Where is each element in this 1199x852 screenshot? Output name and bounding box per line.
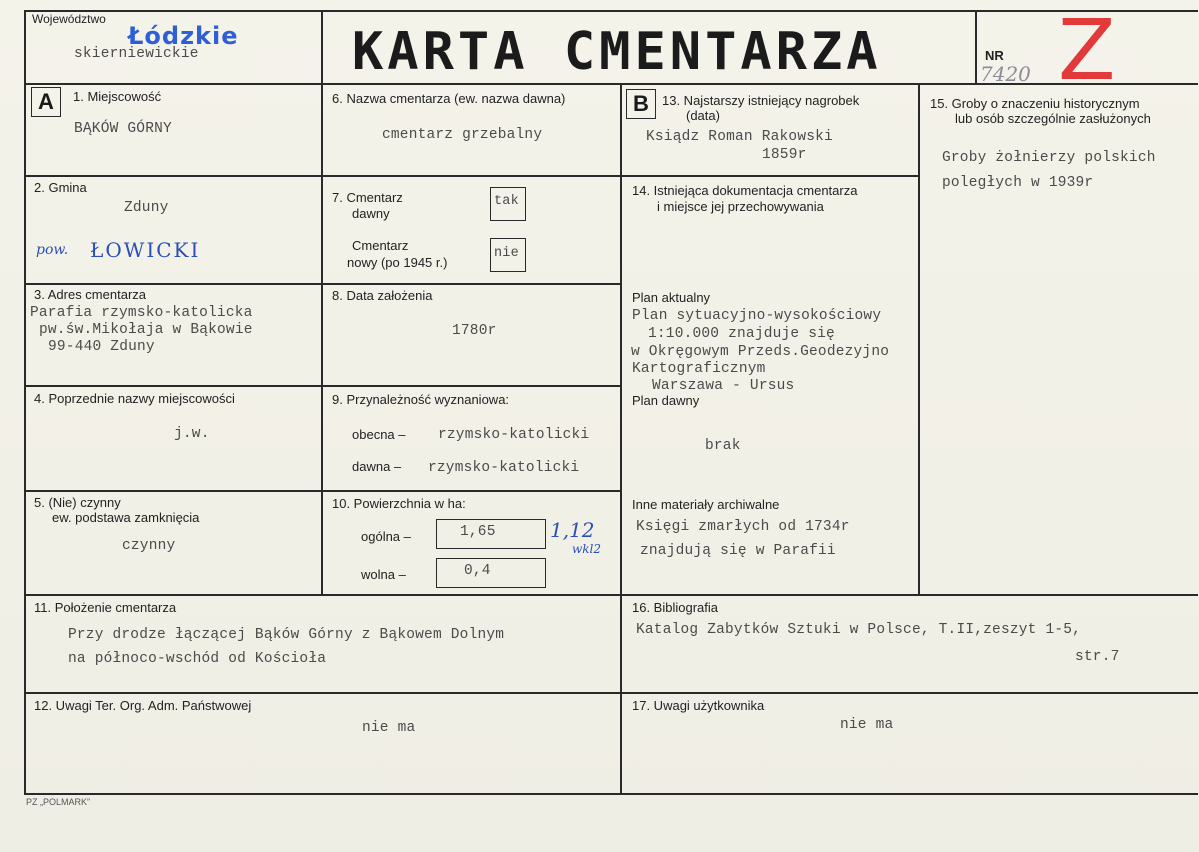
f14-plan-dawny-label: Plan dawny — [632, 393, 700, 408]
printer-imprint: PZ „POLMARK” — [26, 797, 91, 807]
f9-dawna-label: dawna – — [352, 459, 402, 474]
f14-inne-line1: Księgi zmarłych od 1734r — [636, 519, 850, 535]
f14-plan-line-3: w Okręgowym Przeds.Geodezyjno — [631, 344, 890, 360]
f15-line1: Groby żołnierzy polskich — [942, 150, 1156, 166]
f7-label-a2: dawny — [352, 206, 390, 221]
row-line-5 — [24, 594, 1198, 596]
f14-plan-line-1: Plan sytuacyjno-wysokościowy — [632, 308, 882, 324]
f3-line3: 99-440 Zduny — [48, 339, 155, 355]
f16-line2: str.7 — [1075, 649, 1120, 665]
category-mark: Z — [1058, 1, 1116, 99]
nr-value: 7420 — [980, 62, 1031, 86]
section-a-letter: A — [31, 87, 61, 117]
row-line-4 — [24, 490, 620, 492]
f10-label: 10. Powierzchnia w ha: — [332, 496, 466, 511]
f8-label: 8. Data założenia — [332, 288, 433, 303]
border-left — [24, 10, 26, 794]
row-line-1b — [620, 175, 918, 177]
f7-label-b2: nowy (po 1945 r.) — [347, 255, 448, 270]
f2-label: 2. Gmina — [34, 180, 87, 195]
row-line-6 — [24, 692, 1198, 694]
f15-label-1: 15. Groby o znaczeniu historycznym — [930, 96, 1140, 111]
f9-label: 9. Przynależność wyznaniowa: — [332, 392, 510, 407]
f10-ogolna-handwritten: 1,12 — [550, 518, 595, 542]
f14-plan-line-5: Warszawa - Ursus — [652, 378, 795, 394]
border-top — [24, 10, 1198, 12]
border-bottom — [24, 793, 1198, 795]
f1-value: BĄKÓW GÓRNY — [74, 121, 172, 137]
f13-line1: Ksiądz Roman Rakowski — [646, 129, 833, 145]
header-divider-1 — [321, 10, 323, 84]
f10-wolna-value: 0,4 — [464, 563, 491, 579]
f9-dawna-value: rzymsko-katolicki — [428, 460, 580, 476]
f14-plan-line-4: Kartograficznym — [632, 361, 766, 377]
f6-label: 6. Nazwa cmentarza (ew. nazwa dawna) — [332, 91, 566, 106]
f1-label: 1. Miejscowość — [73, 89, 162, 104]
f12-label: 12. Uwagi Ter. Org. Adm. Państwowej — [34, 698, 252, 713]
f14-plan-line-2: 1:10.000 znajduje się — [648, 326, 835, 342]
f2-value: Zduny — [124, 200, 169, 216]
f7-label-a1: 7. Cmentarz — [332, 190, 403, 205]
f12-value: nie ma — [362, 720, 416, 736]
f7-label-b1: Cmentarz — [352, 238, 409, 253]
nr-label: NR — [985, 48, 1004, 63]
f5-value: czynny — [122, 538, 176, 554]
section-b-letter: B — [626, 89, 656, 119]
f2-handwritten-value: ŁOWICKI — [90, 238, 201, 262]
f9-obecna-label: obecna – — [352, 427, 406, 442]
col-divider-1 — [321, 83, 323, 595]
f3-line1: Parafia rzymsko-katolicka — [30, 305, 253, 321]
f14-plan-aktualny-label: Plan aktualny — [632, 290, 711, 305]
f7-value-b: nie — [494, 246, 519, 261]
f2-handwritten-prefix: pow. — [36, 242, 69, 258]
f10-ogolna-handwritten-note: wkl2 — [572, 542, 602, 556]
f9-obecna-value: rzymsko-katolicki — [438, 427, 590, 443]
row-line-2 — [24, 283, 620, 285]
f17-value: nie ma — [840, 717, 894, 733]
f10-ogolna-value: 1,65 — [460, 524, 496, 540]
row-line-1 — [24, 175, 620, 177]
header-divider-2 — [975, 10, 977, 84]
f8-value: 1780r — [452, 323, 497, 339]
page-title: KARTA CMENTARZA — [352, 22, 882, 82]
f15-label-2: lub osób szczególnie zasłużonych — [955, 111, 1151, 126]
f13-line2: 1859r — [762, 147, 807, 163]
f14-inne-label: Inne materiały archiwalne — [632, 497, 780, 512]
col-divider-2 — [620, 83, 622, 793]
f11-label: 11. Położenie cmentarza — [34, 600, 177, 615]
f11-line2: na północo-wschód od Kościoła — [68, 651, 327, 667]
f7-value-a: tak — [494, 194, 519, 209]
wojewodztwo-typed: skierniewickie — [74, 46, 199, 62]
wojewodztwo-label: Województwo — [32, 12, 106, 26]
f14-plan-dawny-value: brak — [705, 438, 741, 454]
f6-value: cmentarz grzebalny — [382, 127, 543, 143]
f4-label: 4. Poprzednie nazwy miejscowości — [34, 391, 235, 406]
f14-label-2: i miejsce jej przechowywania — [657, 199, 824, 214]
f13-label-2: (data) — [686, 108, 720, 123]
f10-ogolna-label: ogólna – — [361, 529, 411, 544]
f5-label-2: ew. podstawa zamknięcia — [52, 510, 200, 525]
f17-label: 17. Uwagi użytkownika — [632, 698, 765, 713]
f15-line2: poległych w 1939r — [942, 175, 1094, 191]
row-line-3 — [24, 385, 620, 387]
f4-value: j.w. — [174, 426, 210, 442]
f3-label: 3. Adres cmentarza — [34, 287, 146, 302]
wojewodztwo-stamp: Łódzkie — [128, 22, 239, 50]
f13-label-1: 13. Najstarszy istniejący nagrobek — [662, 93, 860, 108]
f16-line1: Katalog Zabytków Sztuki w Polsce, T.II,zeszyt 1-5, — [636, 622, 1082, 638]
f16-label: 16. Bibliografia — [632, 600, 718, 615]
f5-label-1: 5. (Nie) czynny — [34, 495, 121, 510]
col-divider-3 — [918, 83, 920, 595]
f10-wolna-label: wolna – — [361, 567, 406, 582]
f10-wolna-box — [436, 558, 546, 588]
f14-label-1: 14. Istniejąca dokumentacja cmentarza — [632, 183, 858, 198]
f14-inne-line2: znajdują się w Parafii — [640, 543, 836, 559]
f11-line1: Przy drodze łączącej Bąków Górny z Bąkowem Dolnym — [68, 627, 505, 643]
f3-line2: pw.św.Mikołaja w Bąkowie — [39, 322, 253, 338]
